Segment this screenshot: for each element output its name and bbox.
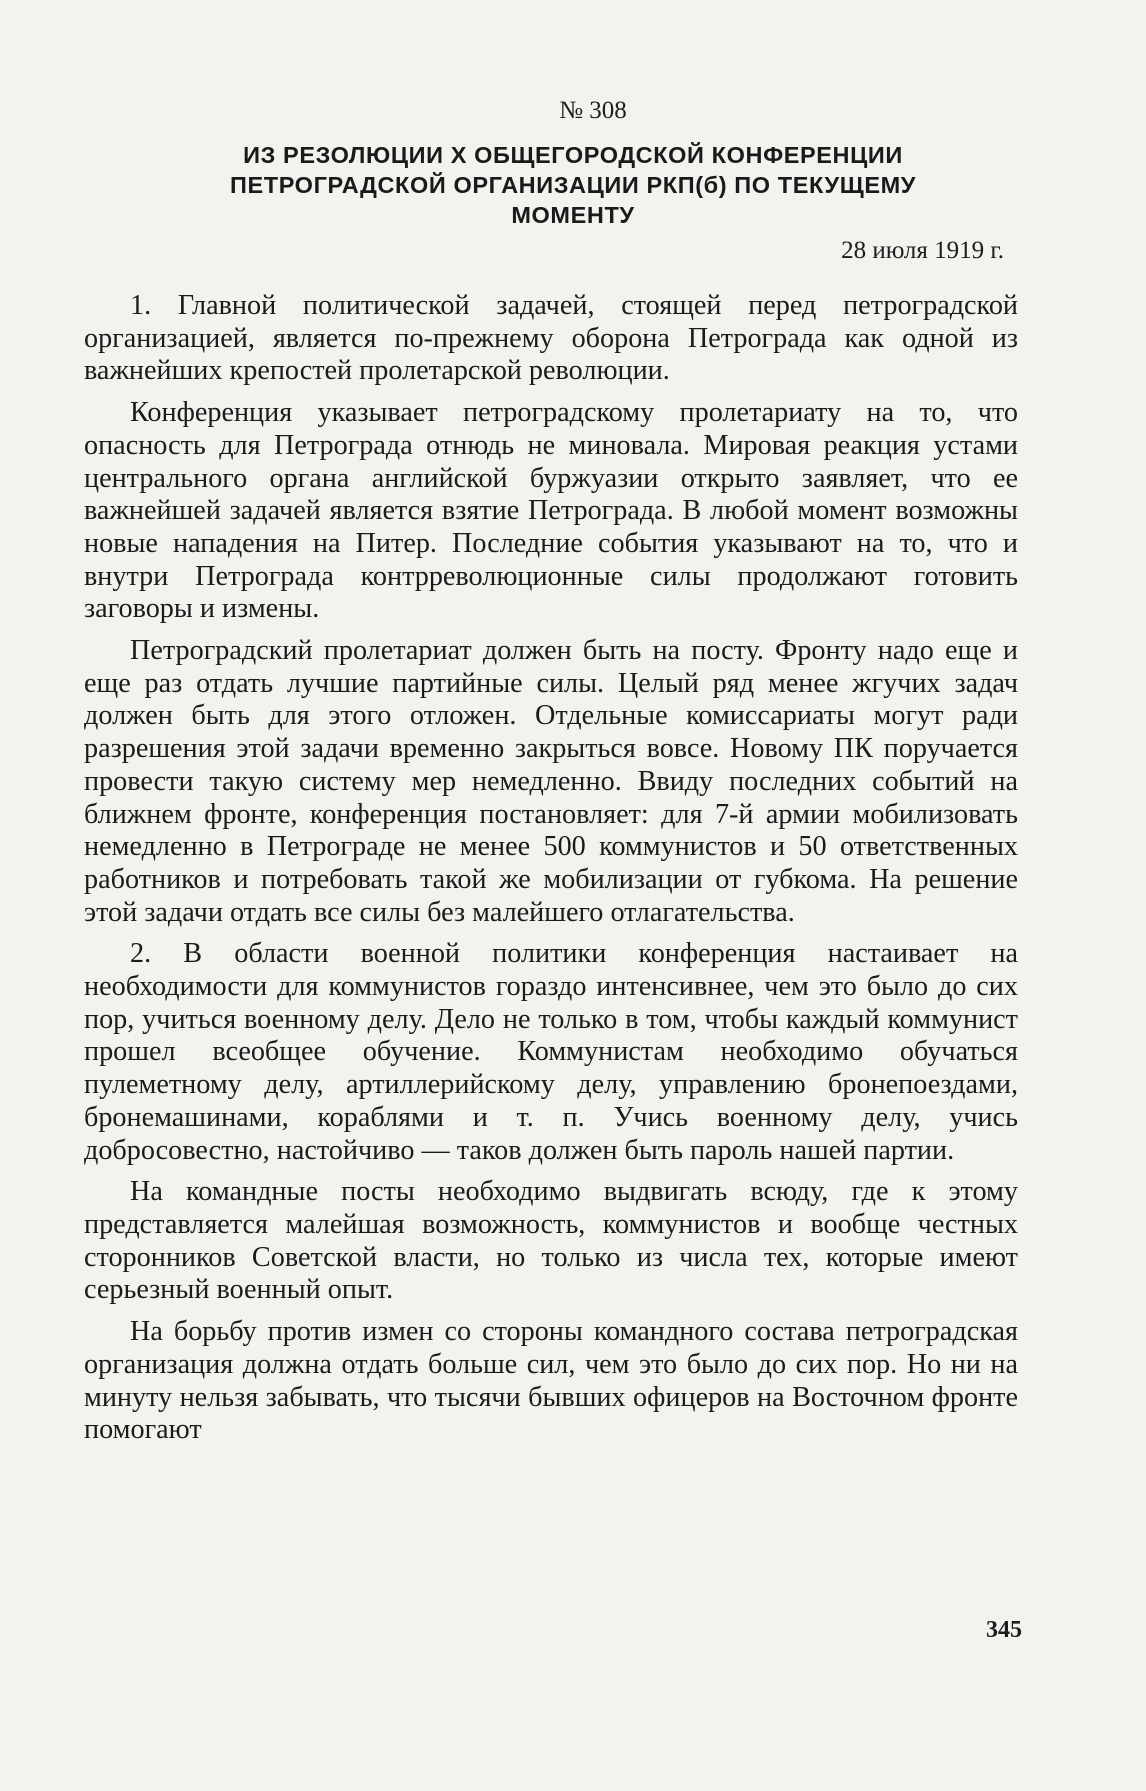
document-number: № 308 (559, 97, 627, 124)
document-date: 28 июля 1919 г. (841, 237, 1004, 264)
document-body (84, 290, 1018, 1456)
title-line-1: ИЗ РЕЗОЛЮЦИИ X ОБЩЕГОРОДСКОЙ КОНФЕРЕНЦИИ (243, 142, 903, 168)
paragraph-5: На командные посты необходимо выдвигать всюду, где к этому представляется малейшая возможность, коммунистов и вообще честных сторонников Советской власти, но только из числа тех, которые имеют серьезный военный опыт. (84, 1176, 1018, 1306)
title-line-2: ПЕТРОГРАДСКОЙ ОРГАНИЗАЦИИ РКП(б) ПО ТЕКУЩЕМУ (230, 172, 916, 198)
paragraph-4: 2. В области военной политики конференция настаивает на необходимости для коммунистов гораздо интенсивнее, чем это было до сих пор, учиться военному делу. Дело не только в том, чтобы каждый коммунист прошел всеобщее обучение. Коммунистам необходимо обучаться пулеметному делу, артиллерийскому делу, управлению бронепоездами, бронемашинами, кораблями и т. п. Учись военному делу, учись добросовестно, настойчиво — таков должен быть пароль нашей партии. (84, 938, 1018, 1166)
paragraph-6: На борьбу против измен со стороны командного состава петроградская организация должна отдать больше сил, чем это было до сих пор. Но ни на минуту нельзя забывать, что тысячи бывших офицеров на Восточном фронте помогают (84, 1316, 1018, 1446)
document-title (118, 140, 1028, 230)
paragraph-2: Конференция указывает петроградскому пролетариату на то, что опасность для Петрограда отнюдь не миновала. Мировая реакция устами центрального органа английской буржуазии открыто заявляет, что ее важнейшей задачей является взятие Петрограда. В любой момент возможны новые нападения на Питер. Последние события указывают на то, что и внутри Петрограда контрреволюционные силы продолжают готовить заговоры и измены. (84, 397, 1018, 625)
title-line-3: МОМЕНТУ (511, 202, 635, 228)
page-number: 345 (986, 1617, 1022, 1643)
paragraph-1: 1. Главной политической задачей, стоящей перед петроградской организацией, является по-прежнему оборона Петрограда как одной из важнейших крепостей пролетарской революции. (84, 290, 1018, 387)
paragraph-3: Петроградский пролетариат должен быть на посту. Фронту надо еще и еще раз отдать лучшие партийные силы. Целый ряд менее жгучих задач должен быть для этого отложен. Отдельные комиссариаты могут ради разрешения этой задачи временно закрыться вовсе. Новому ПК поручается провести такую систему мер немедленно. Ввиду последних событий на ближнем фронте, конференция постановляет: для 7-й армии мобилизовать немедленно в Петрограде не менее 500 коммунистов и 50 ответственных работников и потребовать такой же мобилизации от губкома. На решение этой задачи отдать все силы без малейшего отлагательства. (84, 635, 1018, 928)
